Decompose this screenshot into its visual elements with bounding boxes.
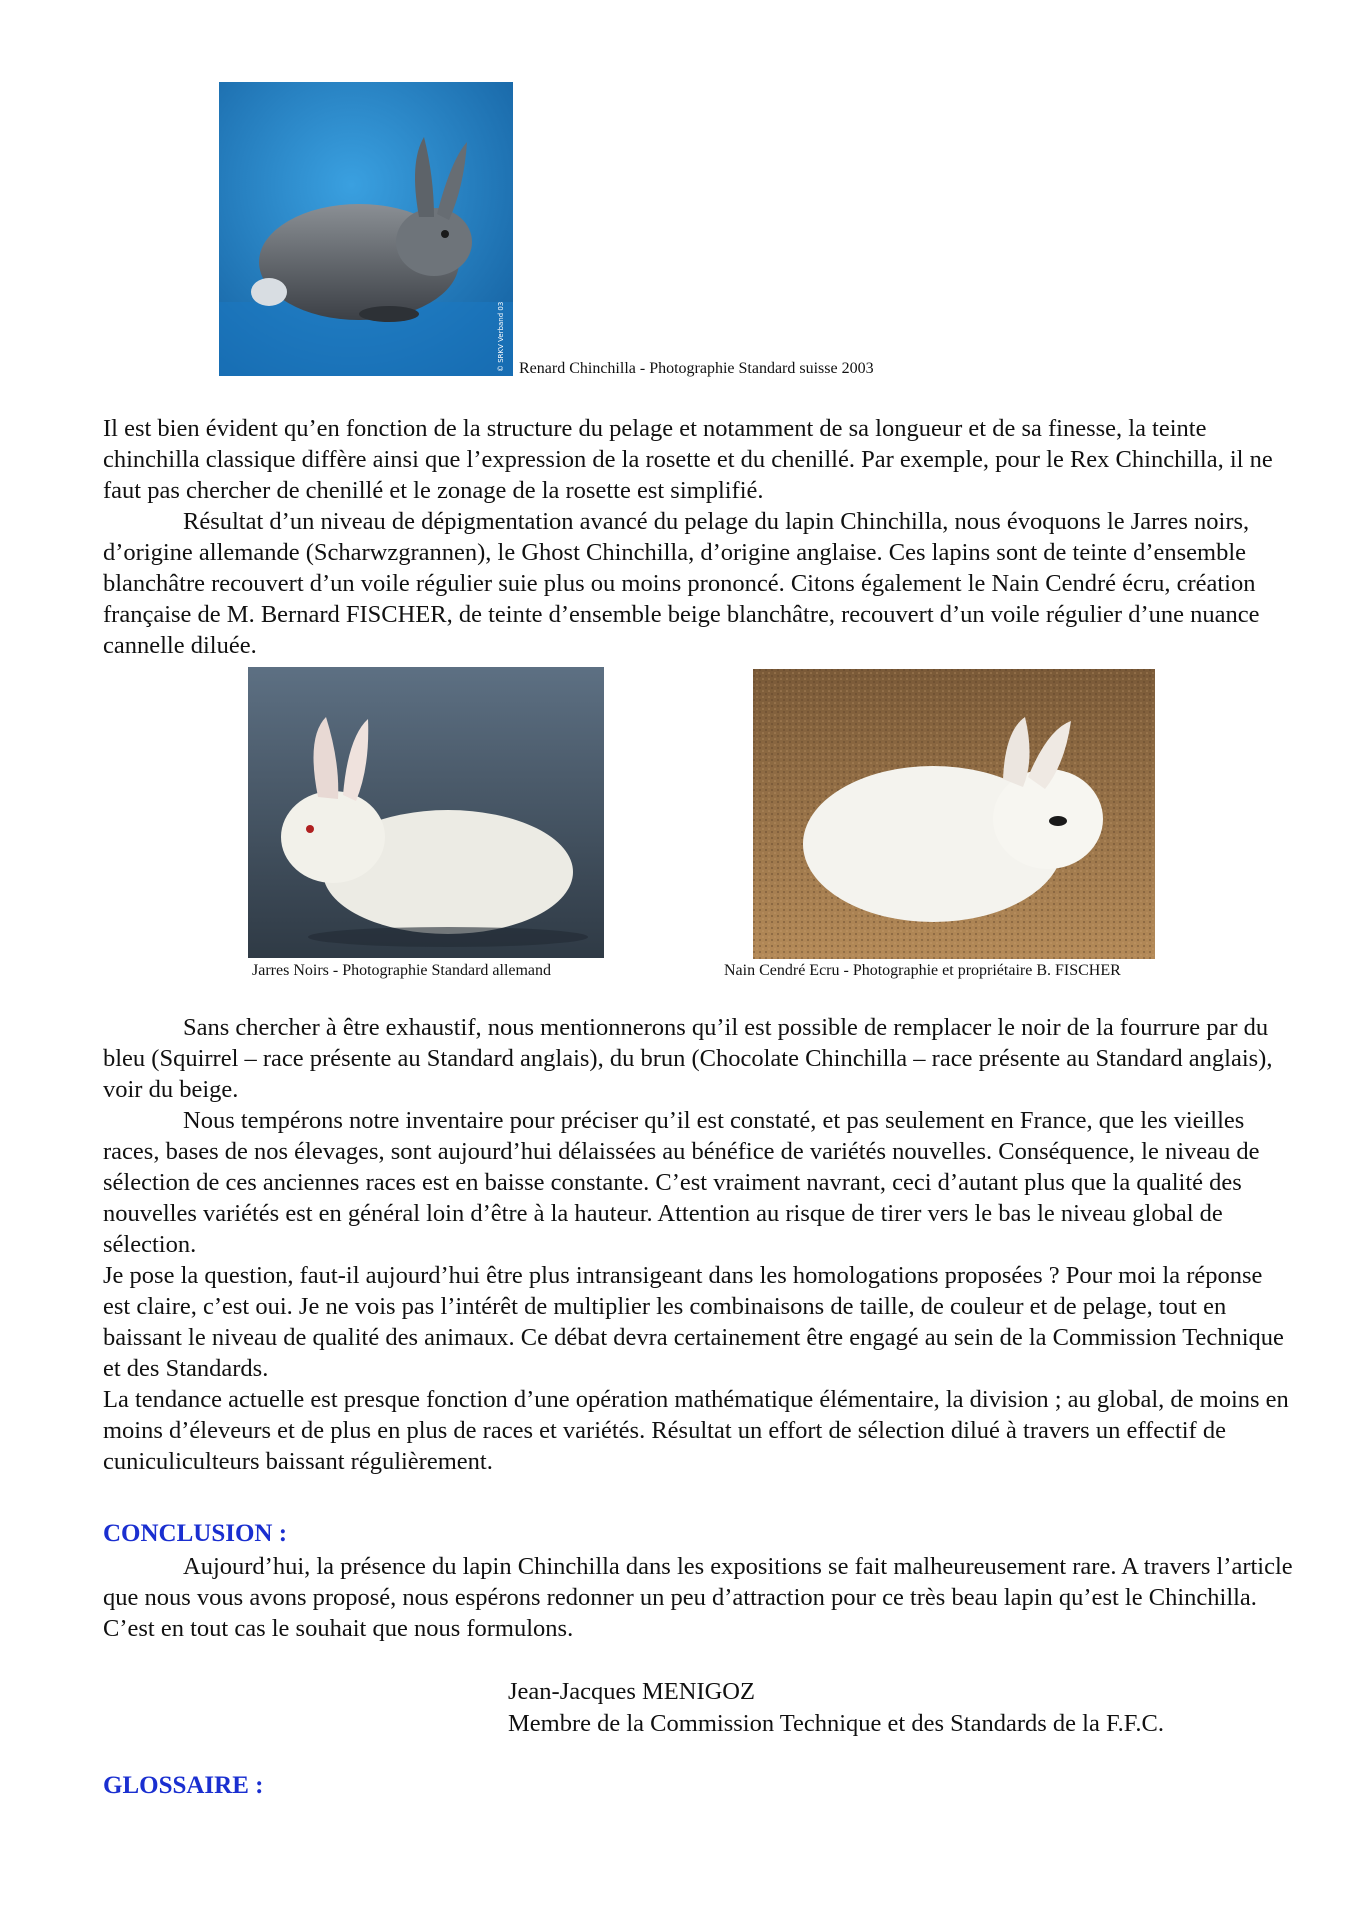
signature [508, 1676, 1164, 1740]
paragraph: La tendance actuelle est presque fonction d’une opération mathématique élémentaire, la division ; au global, de moins en moins d’éleveurs et de plus en plus de races et variétés. Résultat un effort de sélection dilué à travers un effectif de cuniculiculteurs baissant régulièrement. [103, 1386, 1289, 1475]
photo-nain-cendre-ecru [753, 669, 1155, 959]
paragraph: Aujourd’hui, la présence du lapin Chinchilla dans les expositions se fait malheureusement rare. A travers l’article que nous vous avons proposé, nous espérons redonner un peu d’attraction pour ce très beau lapin qu’est le Chinchilla. C’est en tout cas le souhait que nous formulons. [103, 1553, 1293, 1642]
paragraph: Je pose la question, faut-il aujourd’hui être plus intransigeant dans les homologations proposées ? Pour moi la réponse est claire, c’est oui. Je ne vois pas l’intérêt de multiplier les combinaisons de taille, de couleur et de pelage, tout en baissant le niveau de qualité des animaux. Ce débat devra certainement être engagé au sein de la Commission Technique et des Standards. [103, 1262, 1284, 1382]
paragraph: Il est bien évident qu’en fonction de la structure du pelage et notamment de sa longueur et de sa finesse, la teinte chinchilla classique diffère ainsi que l’expression de la rosette et du chenillé. Par exemple, pour le Rex Chinchilla, il ne faut pas chercher de chenillé et le zonage de la rosette est simplifié. [103, 415, 1273, 504]
conclusion-text [103, 1551, 1293, 1644]
section-1 [103, 413, 1293, 661]
author-name: Jean-Jacques MENIGOZ [508, 1678, 755, 1705]
photo-renard-chinchilla [219, 82, 513, 376]
conclusion-heading: CONCLUSION : [103, 1520, 288, 1547]
paragraph: Nous tempérons notre inventaire pour préciser qu’il est constaté, et pas seulement en France, que les vieilles races, bases de nos élevages, sont aujourd’hui délaissées au bénéfice de variétés nouvelles. Conséquence, le niveau de sélection de ces anciennes races est en baisse constante. C’est vraiment navrant, ceci d’autant plus que la qualité des nouvelles variétés est en général loin d’être à la hauteur. Attention au risque de tirer vers le bas le niveau global de sélection. [103, 1107, 1260, 1258]
paragraph: Sans chercher à être exhaustif, nous mentionnerons qu’il est possible de remplacer le noir de la fourrure par du bleu (Squirrel – race présente au Standard anglais), du brun (Chocolate Chinchilla – race présente au Standard anglais), voir du beige. [103, 1014, 1273, 1103]
caption-nain: Nain Cendré Ecru - Photographie et propriétaire B. FISCHER [724, 962, 1121, 979]
section-2 [103, 1012, 1293, 1477]
caption-jarres: Jarres Noirs - Photographie Standard allemand [252, 962, 552, 979]
photo-jarres-noirs [248, 667, 604, 958]
caption-renard: Renard Chinchilla - Photographie Standard suisse 2003 [519, 360, 874, 377]
photo-watermark: © SRKV Verband 03 [497, 301, 505, 372]
paragraph: Résultat d’un niveau de dépigmentation avancé du pelage du lapin Chinchilla, nous évoquons le Jarres noirs, d’origine allemande (Scharwzgrannen), le Ghost Chinchilla, d’origine anglaise. Ces lapins sont de teinte d’ensemble blanchâtre recouvert d’un voile régulier suie plus ou moins prononcé. Citons également le Nain Cendré écru, création française de M. Bernard FISCHER, de teinte d’ensemble beige blanchâtre, recouvert d’un voile régulier d’une nuance cannelle diluée. [103, 508, 1260, 659]
author-role: Membre de la Commission Technique et des Standards de la F.F.C. [508, 1710, 1164, 1737]
glossaire-heading: GLOSSAIRE : [103, 1772, 264, 1799]
